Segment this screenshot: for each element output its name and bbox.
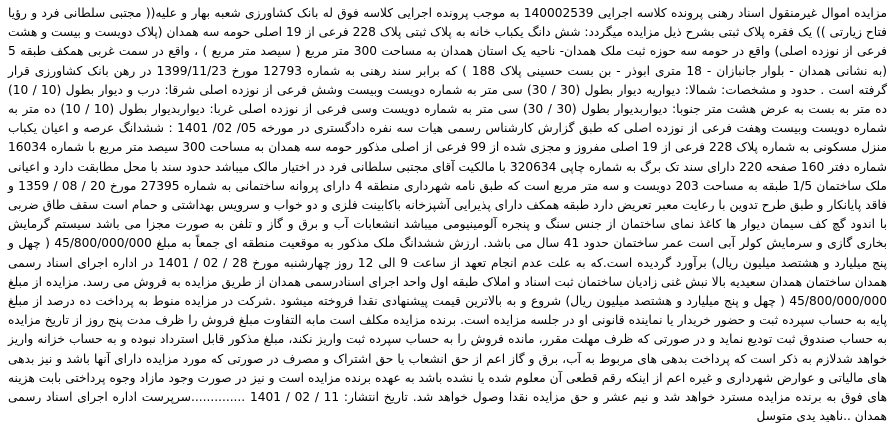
notice-body-text: مزایده اموال غیرمنقول اسناد رهنی پرونده کلاسه اجرایی 140002539 به موجب پرونده اجرایی کلاسه فوق له بانک کشاورزی شعبه بهار و علیه(( مجتبی سلطانی فرد و رؤیا فتاح زیارتی )) یک فقره پلاک ثبتی بشرح ذیل مزایده میگردد: شش دانگ یکباب خانه به پلاک ثبتی پلاک 228 فرعی از 19 اصلی حومه سه همدان (پلاک دویست و بیست و هشت فرعی از نوزده اصلی) واقع در حومه سه حوزه ثبت ملک همدان- ناحیه یک استان همدان به مساحت 300 متر مربع ( سیصد متر مربع ) ، واقع در سمت غربی همکف طبقه 5 (به نشانی همدان - بلوار جانبازان - 18 متری ابوذر - بن بست حسینی پلاک 188 ) که برابر سند رهنی به شماره 12793 مورخ 1399/11/23 در رهن بانک کشاورزی قرار گرفته است . حدود و مشخصات: شمالا: دیواریه دیوار بطول (30 / 30) سی متر به شماره دویست وبیست وشش فرعی از نوزده اصلی شرقا: درب و دیوار بطول (10 / 10) ده متر به بست به عرض هشت متر جنوبا: دیواربدیوار بطول (30 / 30) سی متر به شماره دویست وسی فرعی از نوزده اصلی غربا: دیواربدیوار بطول (10 / 10) ده متر به شماره دویست وبیست وهفت فرعی از نوزده اصلی که طبق گزارش کارشناس رسمی هیات سه نفره دادگستری در مورخه 05/ 02/ 1401 : ششدانگ عرصه و اعیان یکباب منزل مسکونی به شماره پلاک 228 فرعی از 19 اصلی مفروز و مجزی شده از 99 فرعی از اصلی مذکور حومه سه همدان به مساحت 300 سیصد متر مربع با شماره 16034 شماره دفتر 160 صفحه 220 دارای سند تک برگ به شماره چاپی 320634 با مالکیت آقای مجتبی سلطانی فرد در اختیار مالک میباشد حدود سند با محل مطابقت دارد و اعیانی ملک ساختمان 1/5 طبقه به مساحت 203 دویست و سه متر مربع است که طبق نامه شهرداری منطقه 4 دارای پروانه ساختمانی به شماره 27395 مورخ 20 / 08 / 1359 و فاقد پایانکار و طبق طرح تدوین با رعایت معبر تعریض دارد طبقه همکف دارای پذیرایی آشپزخانه باکابینت فلزی و دو خواب و سرویس بهداشتی و حمام است سقف طاق ضربی با اندود گچ کف سیمان دیوار ها کاغذ نمای ساختمان از جنس سنگ و پنجره آلومینیومی میباشد انشعابات آب و برق و گاز و تلفن به صورت مجزا می باشد سیستم گرمایش بخاری گازی و سرمایش کولر آبی است عمر ساختمان حدود 41 سال می باشد. ارزش ششدانگ ملک مذکور به موقعیت منطقه ای جمعاً به مبلغ 45/800/000/000 ( چهل و پنج میلیارد و هشتصد میلیون ریال) برآورد گردیده است.که به علت عدم انجام تعهد از ساعت 9 الی 12 روز چهارشنبه مورخ 28 / 02 / 1401 در اداره اجرای اسناد رسمی همدان ساختمان همدان سعیدیه بالا نبش غنی زادیان ساختمان ثبت اسناد و املاک طبقه اول واحد اجرای اسنادرسمی همدان از طریق مزایده به فروش می رسد. مزایده از مبلغ 45/800/000/000 ( چهل و پنج میلیارد و هشتصد میلیون ریال) شروع و به بالاترین قیمت پیشنهادی نقدا فروخته میشود .شرکت در مزایده منوط به پرداخت ده درصد از مبلغ پایه به حساب سپرده ثبت و حضور خریدار یا نماینده قانونی او در جلسه مزایده است. برنده مزایده مکلف است مابه التفاوت مبلغ فروش را ظرف مدت پنج روز از تاریخ مزایده به حساب صندوق ثبت توديع نماید و در صورتی که ظرف مهلت مقرر، مانده فروش را به حساب سپرده ثبت واریز نکند، مبلغ مذکور قابل استرداد نبوده و به حساب خزانه واریز خواهد شدلازم به ذکر است که پرداخت بدهی های مربوط به آب، برق و گاز اعم از حق انشعاب یا حق اشتراک و مصرف در صورتی که مورد مزایده دارای آنها باشد و نیز بدهی های مالیاتی و عوارض شهرداری و غیره اعم از اینکه رقم قطعی آن معلوم شده یا نشده باشد به عهده برنده مزایده است و نیز در صورت وجود مازاد وجوه پرداختی بابت هزینه های فوق به برنده مزایده مسترد خواهد شد و نیم عشر و حق مزایده نقدا وصول خواهد شد. تاریخ انتشار: 11 / 02 / 1401 ..............سرپرست اداره اجرای اسناد رسمی همدان ..ناهید یدی متوسل (8, 6, 888, 424)
